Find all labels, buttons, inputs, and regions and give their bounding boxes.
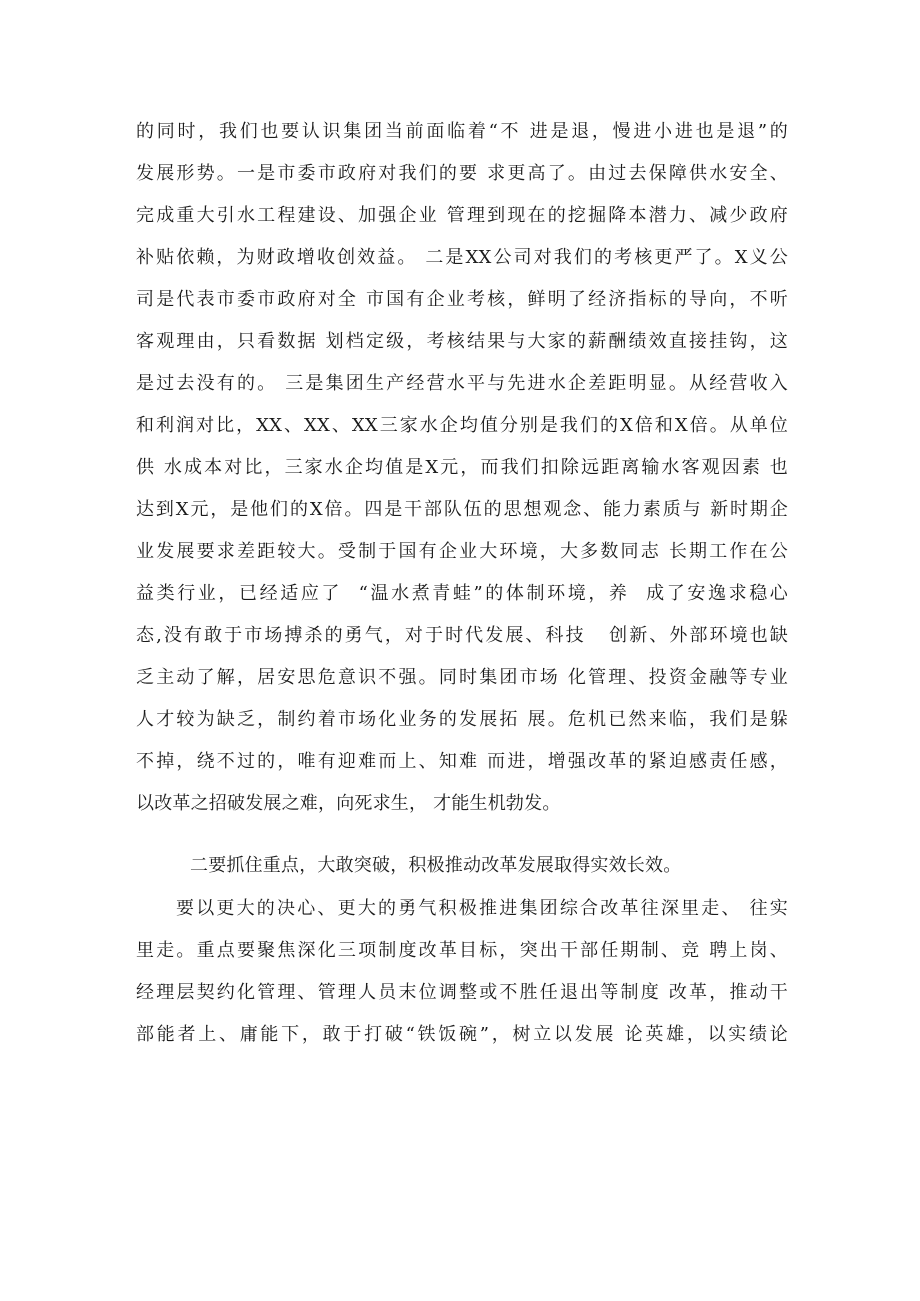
text-line: 完成重大引水工程建设、加强企业 管理到现在的挖掘降本潜力、减少政府 — [136, 205, 788, 226]
text-line: 态,没有敢于市场搏杀的勇气，对于时代发展、科技 创新、外部环境也缺 — [136, 625, 788, 646]
text-line: 补贴依赖，为财政增收创效益。 二是XX公司对我们的考核更严了。X义公 — [136, 247, 788, 268]
text-line: 经理层契约化管理、管理人员末位调整或不胜任退出等制度 改革，推动干 — [136, 982, 788, 1003]
text-line: 不掉，绕不过的，唯有迎难而上、知难 而进，增强改革的紧迫感责任感， — [136, 751, 788, 772]
section-heading: 二要抓住重点，大敢突破，积极推动改革发展取得实效长效。 — [190, 855, 682, 876]
text-line: 里走。重点要聚焦深化三项制度改革目标，突出干部任期制、竞 聘上岗、 — [136, 940, 788, 961]
text-line: 乏主动了解，居安思危意识不强。同时集团市场 化管理、投资金融等专业 — [136, 667, 788, 688]
text-line: 益类行业，已经适应了 “温水煮青蛙”的体制环境，养 成了安逸求稳心 — [136, 583, 788, 604]
text-line: 以改革之招破发展之难，向死求生， 才能生机勃发。 — [136, 793, 561, 814]
text-line: 供 水成本对比，三家水企均值是X元，而我们扣除远距离输水客观因素 也 — [136, 457, 788, 478]
text-line: 要以更大的决心、更大的勇气积极推进集团综合改革往深里走、 往实 — [176, 898, 788, 919]
text-line: 人才较为缺乏，制约着市场化业务的发展拓 展。危机已然来临，我们是躲 — [136, 709, 788, 730]
text-line: 客观理由，只看数据 划档定级，考核结果与大家的薪酬绩效直接挂钩，这 — [136, 331, 788, 352]
text-line: 的同时，我们也要认识集团当前面临着“不 进是退，慢进小进也是退”的 — [136, 121, 788, 142]
text-line: 发展形势。一是市委市政府对我们的要 求更高了。由过去保障供水安全、 — [136, 163, 788, 184]
text-line: 业发展要求差距较大。受制于国有企业大环境，大多数同志 长期工作在公 — [136, 541, 788, 562]
text-line: 达到X元，是他们的X倍。四是干部队伍的思想观念、能力素质与 新时期企 — [136, 499, 788, 520]
text-line: 司是代表市委市政府对全 市国有企业考核，鲜明了经济指标的导向，不听 — [136, 289, 788, 310]
text-line: 部能者上、庸能下，敢于打破“铁饭碗”，树立以发展 论英雄，以实绩论 — [136, 1024, 788, 1045]
text-line: 和利润对比，XX、XX、XX三家水企均值分别是我们的X倍和X倍。从单位 — [136, 415, 788, 436]
text-line: 是过去没有的。 三是集团生产经营水平与先进水企差距明显。从经营收入 — [136, 373, 788, 394]
